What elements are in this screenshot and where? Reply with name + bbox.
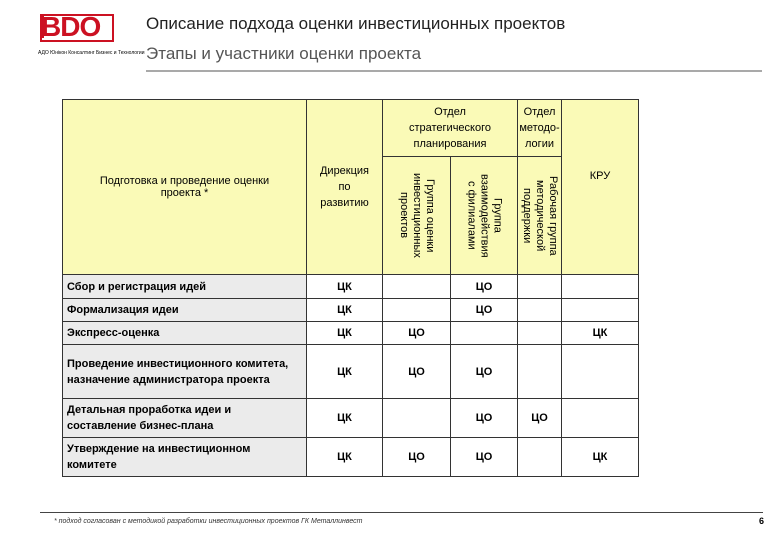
footer-divider: [40, 512, 763, 513]
table-row: [63, 275, 639, 299]
page-number: 6: [759, 516, 765, 526]
cell-direction: ЦК: [307, 399, 383, 438]
cell-branch: ЦО: [451, 345, 518, 399]
header-branch-group: Группа взаимодействия с филиалами: [451, 157, 518, 275]
cell-branch: ЦО: [451, 399, 518, 438]
cell-method: [518, 345, 562, 399]
footnote: * подход согласован с методикой разработки инвестиционных проектов ГК Металлинвест: [54, 518, 363, 525]
row-stage: Проведение инвестиционного комитета, назначение администратора проекта: [63, 345, 307, 399]
header-direction: Дирекция по развитию: [307, 100, 383, 275]
cell-direction: ЦК: [307, 438, 383, 477]
cell-method: ЦО: [518, 399, 562, 438]
cell-kru: ЦК: [562, 322, 639, 345]
cell-direction: ЦК: [307, 299, 383, 322]
cell-invest: ЦО: [383, 322, 451, 345]
cell-kru: [562, 345, 639, 399]
row-stage: Формализация идеи: [63, 299, 307, 322]
table-row: [63, 438, 639, 477]
cell-direction: ЦК: [307, 322, 383, 345]
participants-table: [62, 99, 639, 477]
cell-invest: [383, 399, 451, 438]
row-stage: Утверждение на инвестиционном комитете: [63, 438, 307, 477]
table-row: [63, 299, 639, 322]
cell-branch: ЦО: [451, 438, 518, 477]
row-stage: Сбор и регистрация идей: [63, 275, 307, 299]
header-method-group: Рабочая группа методической поддержки: [518, 157, 562, 275]
header-kru: КРУ: [562, 100, 639, 275]
cell-kru: [562, 275, 639, 299]
cell-method: [518, 322, 562, 345]
table-row: [63, 322, 639, 345]
cell-kru: ЦК: [562, 438, 639, 477]
table-row: [63, 345, 639, 399]
header-invest-group: Группа оценки инвестиционных проектов: [383, 157, 451, 275]
cell-method: [518, 299, 562, 322]
table-corner-header: Подготовка и проведение оценки проекта *: [63, 100, 307, 275]
cell-invest: [383, 275, 451, 299]
page-title: Описание подхода оценки инвестиционных проектов: [146, 14, 566, 33]
cell-invest: ЦО: [383, 438, 451, 477]
header-strategic-department: Отдел стратегического планирования: [383, 100, 518, 157]
cell-kru: [562, 399, 639, 438]
cell-method: [518, 438, 562, 477]
cell-branch: [451, 322, 518, 345]
cell-invest: [383, 299, 451, 322]
cell-invest: ЦО: [383, 345, 451, 399]
header-methodology-department: Отдел методо- логии: [518, 100, 562, 157]
logo: BDO: [41, 11, 101, 42]
cell-branch: ЦО: [451, 275, 518, 299]
row-stage: Экспресс-оценка: [63, 322, 307, 345]
page-subtitle: Этапы и участники оценки проекта: [146, 44, 422, 63]
logo-subtitle: АДО Юнікон Консалтинг Бизнес и Технологии: [38, 50, 145, 56]
table-row: [63, 399, 639, 438]
cell-branch: ЦО: [451, 299, 518, 322]
cell-direction: ЦК: [307, 345, 383, 399]
cell-kru: [562, 299, 639, 322]
row-stage: Детальная проработка идеи и составление бизнес-плана: [63, 399, 307, 438]
cell-method: [518, 275, 562, 299]
cell-direction: ЦК: [307, 275, 383, 299]
header-divider: [146, 70, 762, 72]
